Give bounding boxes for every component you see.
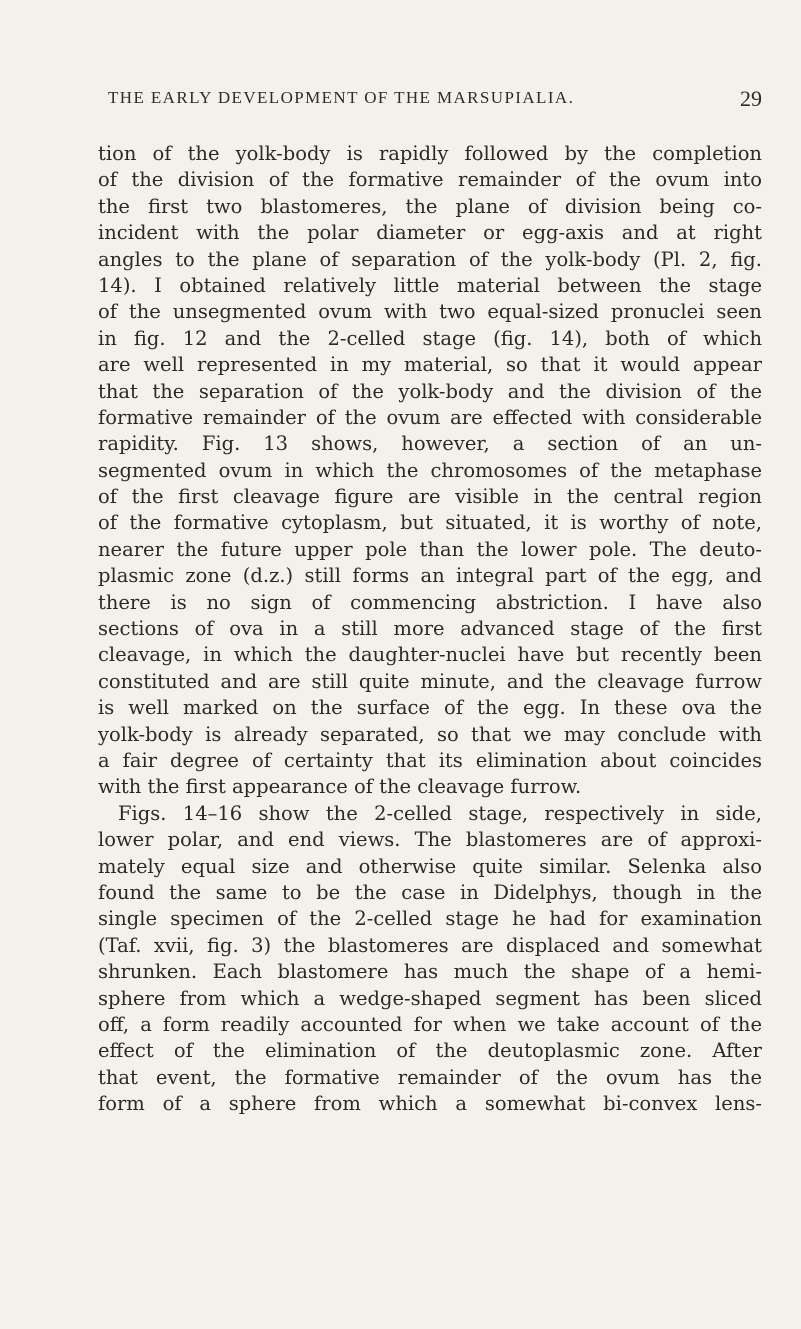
page-number: 29: [740, 86, 762, 111]
text-line: is well marked on the surface of the egg. In these ova the: [98, 696, 762, 720]
text-line: sections of ova in a still more advanced stage of the first: [98, 617, 762, 641]
text-line: form of a sphere from which a somewhat bi-convex lens-: [98, 1092, 762, 1116]
text-line: formative remainder of the ovum are effected with considerable: [98, 405, 762, 429]
text-line: plasmic zone (d.z.) still forms an integral part of the egg, and: [98, 564, 762, 588]
text-line: that event, the formative remainder of the ovum has the: [98, 1065, 762, 1089]
text-line: constituted and are still quite minute, and the cleavage furrow: [98, 669, 762, 693]
text-line: Figs. 14–16 show the 2-celled stage, respectively in side,: [118, 801, 762, 825]
text-line: segmented ovum in which the chromosomes of the metaphase: [98, 458, 762, 482]
text-line: found the same to be the case in Didelphys, though in the: [98, 880, 762, 904]
text-line: effect of the elimination of the deutoplasmic zone. After: [98, 1039, 762, 1063]
running-title: THE EARLY DEVELOPMENT OF THE MARSUPIALIA.: [108, 88, 575, 107]
text-line: that the separation of the yolk-body and the division of the: [98, 379, 762, 403]
text-line: of the first cleavage figure are visible in the central region: [98, 485, 762, 509]
text-line: 14). I obtained relatively little material between the stage: [98, 273, 762, 297]
text-line: sphere from which a wedge-shaped segment has been sliced: [98, 986, 762, 1010]
text-line: single specimen of the 2-celled stage he had for examination: [98, 907, 762, 931]
text-line: mately equal size and otherwise quite similar. Selenka also: [98, 854, 762, 878]
running-head: [98, 88, 762, 110]
text-line: with the first appearance of the cleavage furrow.: [98, 775, 582, 799]
text-line: there is no sign of commencing abstriction. I have also: [98, 590, 762, 614]
text-line: a fair degree of certainty that its elimination about coincides: [98, 748, 762, 772]
text-line: tion of the yolk-body is rapidly followed by the completion: [98, 142, 762, 165]
text-line: in fig. 12 and the 2-celled stage (fig. 14), both of which: [98, 326, 762, 350]
text-line: (Taf. xvii, fig. 3) the blastomeres are displaced and somewhat: [98, 933, 762, 957]
text-line: lower polar, and end views. The blastomeres are of approxi-: [98, 828, 762, 852]
text-line: cleavage, in which the daughter-nuclei have but recently been: [98, 643, 762, 667]
text-line: of the division of the formative remainder of the ovum into: [98, 168, 762, 192]
text-line: rapidity. Fig. 13 shows, however, a section of an un-: [98, 432, 762, 456]
text-line: nearer the future upper pole than the lower pole. The deuto-: [98, 537, 762, 561]
text-line: yolk-body is already separated, so that we may conclude with: [98, 722, 762, 746]
text-line: of the unsegmented ovum with two equal-sized pronuclei seen: [98, 300, 762, 324]
text-line: are well represented in my material, so that it would appear: [98, 353, 762, 377]
text-line: shrunken. Each blastomere has much the shape of a hemi-: [98, 960, 762, 984]
text-line: of the formative cytoplasm, but situated, it is worthy of note,: [98, 511, 762, 535]
text-line: the first two blastomeres, the plane of division being co-: [98, 194, 762, 218]
text-line: angles to the plane of separation of the yolk-body (Pl. 2, fig.: [98, 247, 762, 271]
text-line: incident with the polar diameter or egg-axis and at right: [98, 221, 762, 245]
body-text: [98, 141, 762, 1117]
text-line: off, a form readily accounted for when we take account of the: [98, 1012, 762, 1036]
